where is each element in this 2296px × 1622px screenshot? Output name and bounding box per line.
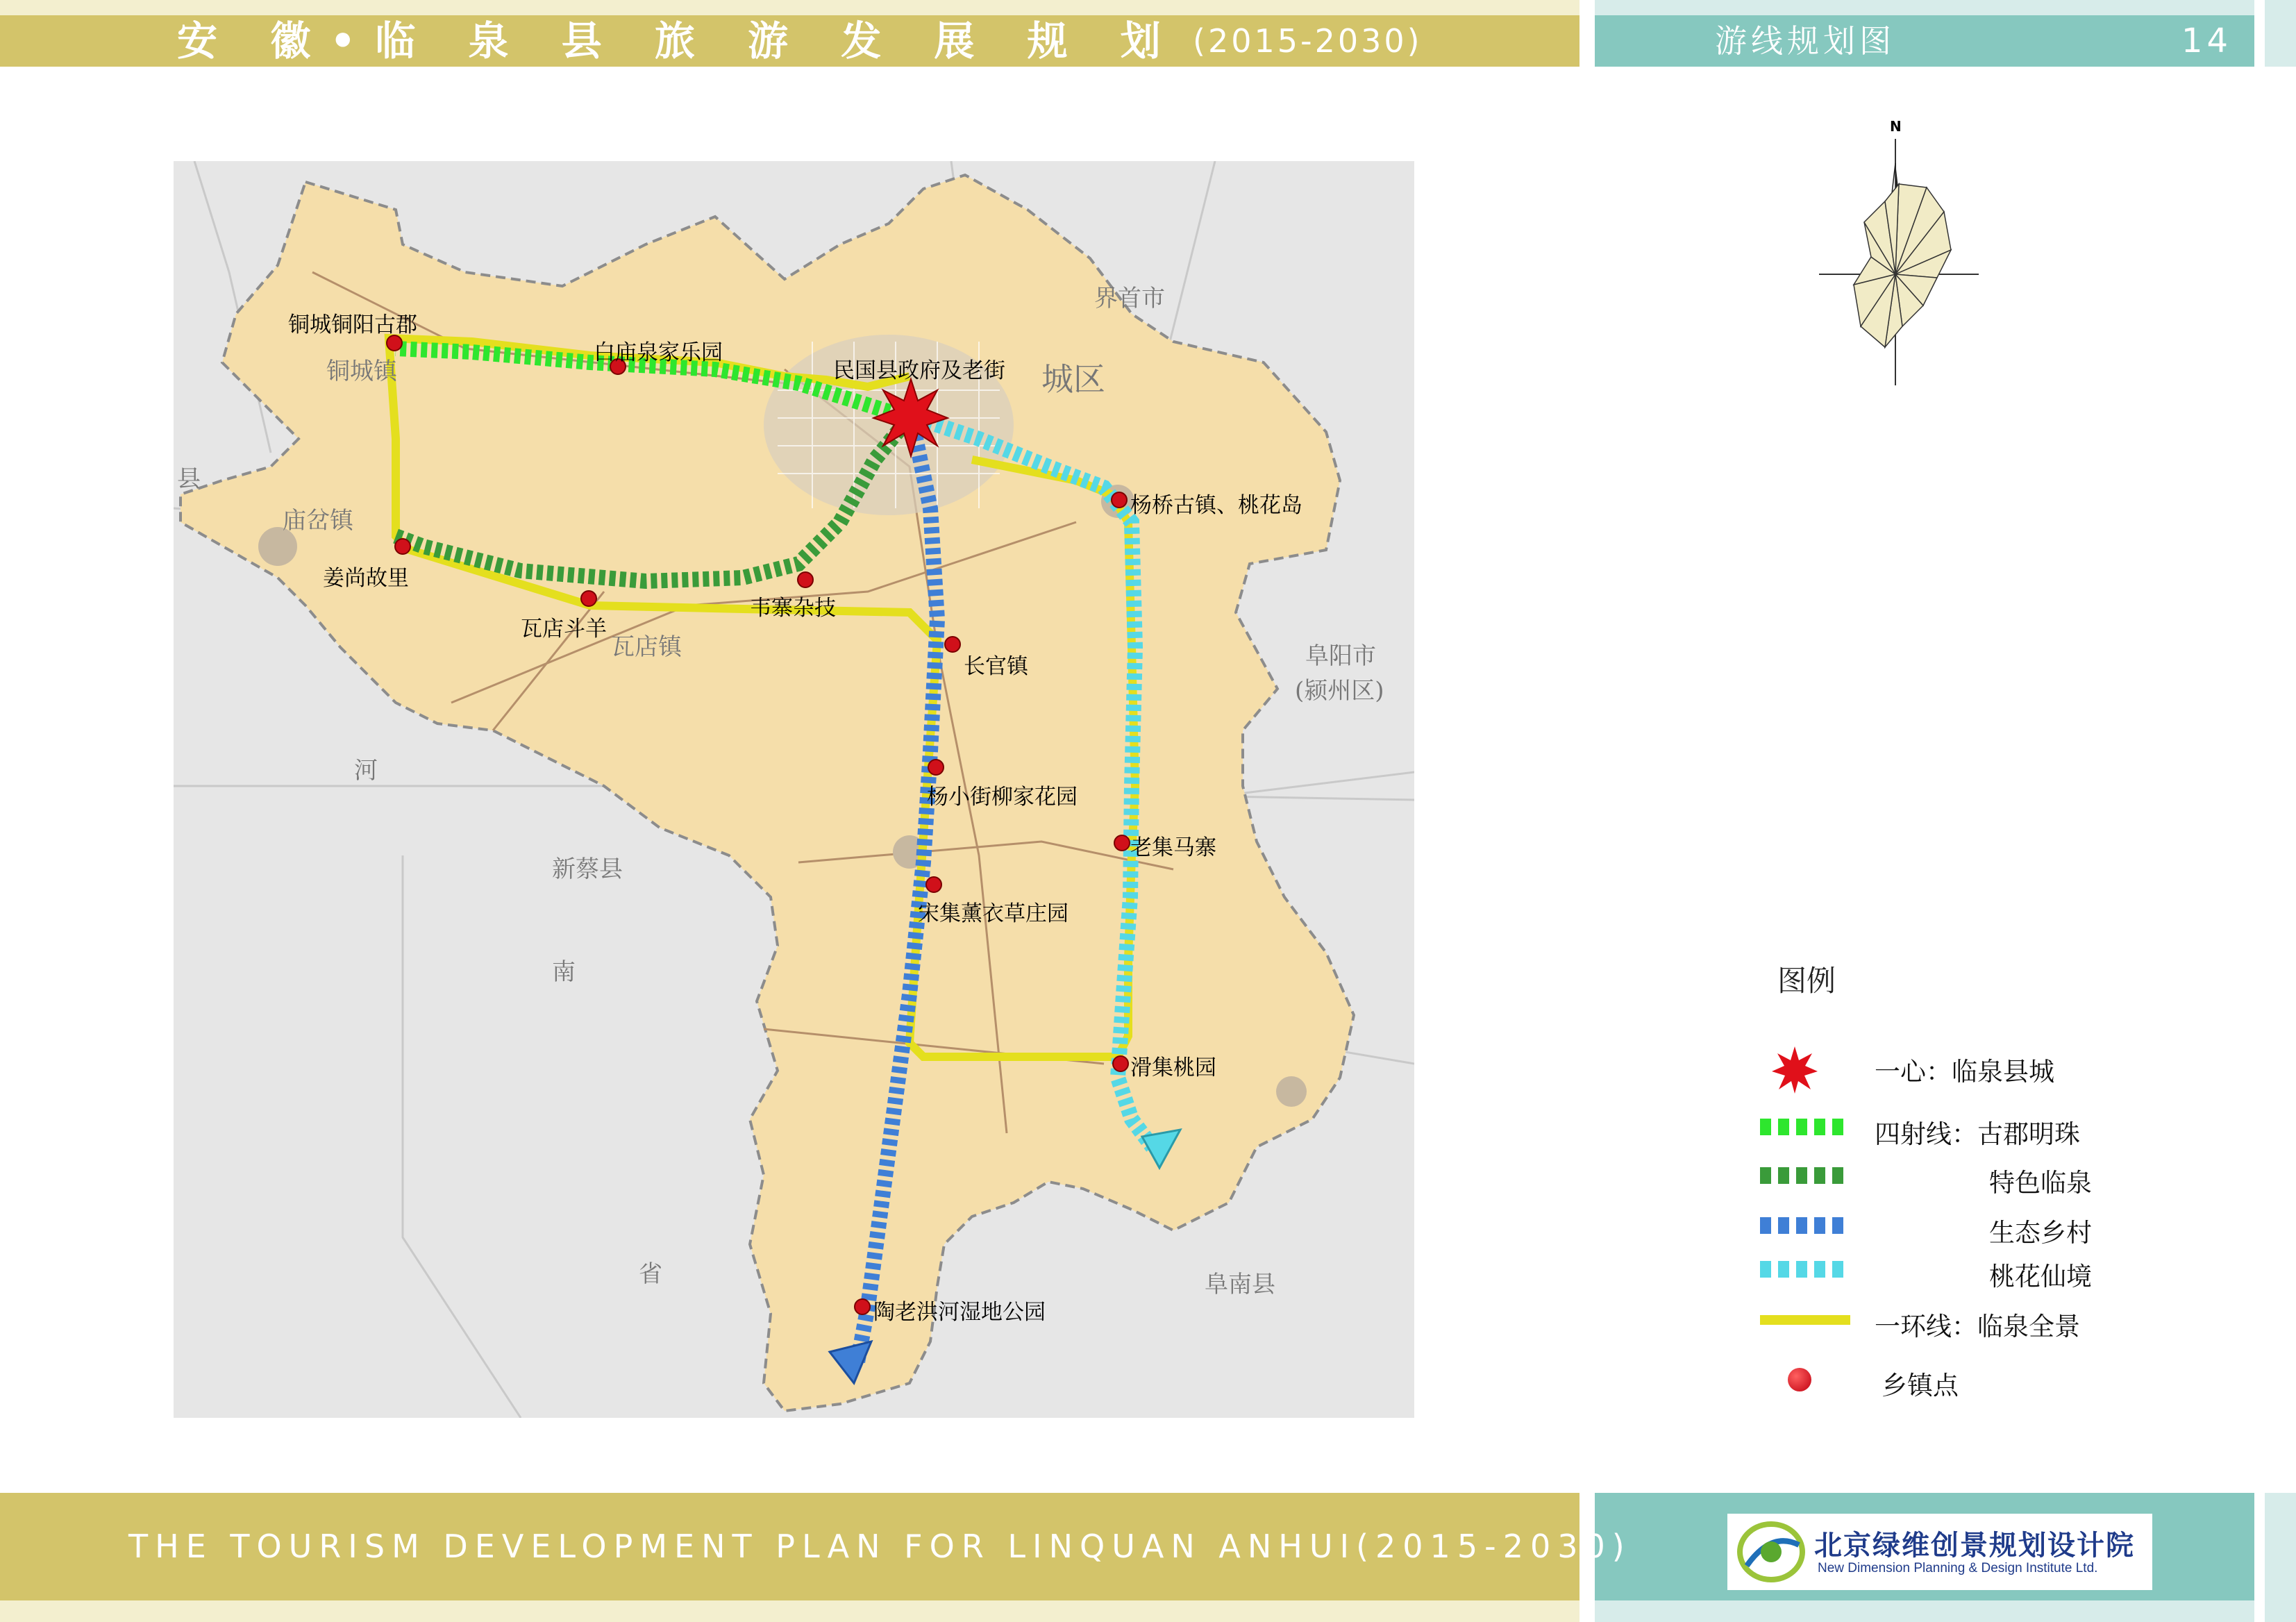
place-label: 瓦店镇 <box>611 633 682 661</box>
red-dot-icon <box>1788 1368 1811 1391</box>
dot-jiangshang <box>395 539 410 554</box>
place-label: 省 <box>639 1260 662 1288</box>
place-label: 城区 <box>1041 360 1105 398</box>
tour-point-label: 老集马寨 <box>1130 835 1216 860</box>
place-label: (颍州区) <box>1295 677 1384 705</box>
dot-yangqiao <box>1112 492 1127 508</box>
legend-label: 桃花仙境 <box>1989 1262 2092 1291</box>
legend-item <box>1750 1250 2138 1291</box>
compass-icon <box>1812 118 1979 389</box>
dot-yangxiaojie <box>928 760 944 775</box>
footer-strip-olive <box>0 1600 1579 1622</box>
dot-taolao <box>855 1299 870 1314</box>
legend-item <box>1750 1045 2138 1087</box>
dark-green-dash-swatch <box>1760 1167 1850 1184</box>
page-title: 游线规划图 <box>1715 22 1895 60</box>
dot-weizhai <box>798 572 813 587</box>
legend-item <box>1750 1156 2138 1198</box>
tour-point-label: 杨桥古镇、桃花岛 <box>1130 493 1302 518</box>
tour-point-label: 陶老洪河湿地公园 <box>873 1300 1046 1325</box>
map-canvas <box>174 161 1414 1418</box>
red-star-icon <box>1770 1045 1819 1094</box>
county-seat-star-icon <box>873 379 948 456</box>
legend-label: 乡镇点 <box>1882 1371 1959 1401</box>
tour-point-label: 瓦店斗羊 <box>521 617 607 642</box>
cyan-dash-swatch <box>1760 1261 1850 1278</box>
dot-laoji <box>1114 835 1130 851</box>
tour-route-map <box>174 161 1414 1418</box>
footer-strip-teal <box>1595 1600 2254 1622</box>
place-label: 河 <box>354 757 378 785</box>
header-strip-teal <box>1595 0 2254 15</box>
document-title: 安 徽•临 泉 县 旅 游 发 展 规 划 <box>177 17 1180 65</box>
institute-name-en: New Dimension Planning & Design Institute Ltd. <box>1818 1561 2098 1575</box>
header-band-teal <box>1595 15 2254 67</box>
legend-label: 一环线：临泉全景 <box>1875 1312 2080 1341</box>
place-label: 新蔡县 <box>552 855 623 883</box>
place-label: 阜阳市 <box>1305 642 1376 670</box>
place-label: 庙岔镇 <box>283 507 353 535</box>
tour-point-label: 民国县政府及老街 <box>833 358 1005 383</box>
legend-item <box>1750 1206 2138 1248</box>
place-label: 铜城镇 <box>326 358 397 385</box>
legend-label: 一心：临泉县城 <box>1875 1057 2054 1087</box>
north-label: N <box>1890 118 1902 135</box>
legend-item <box>1750 1364 2138 1406</box>
tour-point-label: 宋集薰衣草庄园 <box>918 901 1069 926</box>
map-legend <box>1750 958 2138 1416</box>
legend-item <box>1750 1300 2138 1341</box>
place-label: 阜南县 <box>1205 1271 1275 1298</box>
legend-label: 四射线：古郡明珠 <box>1875 1119 2080 1149</box>
tour-point-label: 长官镇 <box>964 654 1028 679</box>
legend-label: 特色临泉 <box>1989 1168 2092 1198</box>
tour-point-label: 滑集桃园 <box>1130 1055 1216 1080</box>
legend-title: 图例 <box>1777 964 1836 998</box>
legend-label: 生态乡村 <box>1989 1218 2092 1248</box>
page-number: 14 <box>2181 22 2233 60</box>
dot-wadian <box>581 591 596 606</box>
place-label: 界首市 <box>1094 285 1165 312</box>
dot-songji <box>926 877 941 892</box>
header-corner-block <box>2265 0 2296 67</box>
tour-point-label: 白庙泉家乐园 <box>594 340 723 365</box>
header-strip-olive <box>0 0 1579 15</box>
institute-name-cn: 北京绿维创景规划设计院 <box>1814 1530 2135 1562</box>
document-year-range: (2015-2030) <box>1193 22 1423 60</box>
tour-point-label: 韦寨杂技 <box>750 596 836 621</box>
footer-corner-block <box>2265 1493 2296 1622</box>
yellow-line-swatch <box>1760 1315 1850 1325</box>
legend-item <box>1750 1107 2138 1149</box>
place-label: 南 <box>552 958 576 986</box>
document-title-english: THE TOURISM DEVELOPMENT PLAN FOR LINQUAN ANHUI(2015-2030) <box>128 1528 1632 1565</box>
bright-green-dash-swatch <box>1760 1119 1850 1135</box>
tour-point-label: 姜尚故里 <box>323 566 409 591</box>
dot-huaji <box>1113 1056 1128 1071</box>
tour-point-label: 杨小街柳家花园 <box>927 785 1078 810</box>
institute-logo <box>1727 1514 2152 1590</box>
institute-logo-icon <box>1733 1517 1809 1587</box>
blue-dash-swatch <box>1760 1217 1850 1234</box>
compass-rose <box>1812 118 1979 389</box>
tour-point-label: 铜城铜阳古郡 <box>288 312 417 337</box>
dot-changguan <box>945 637 960 652</box>
place-label: 县 <box>177 465 201 493</box>
